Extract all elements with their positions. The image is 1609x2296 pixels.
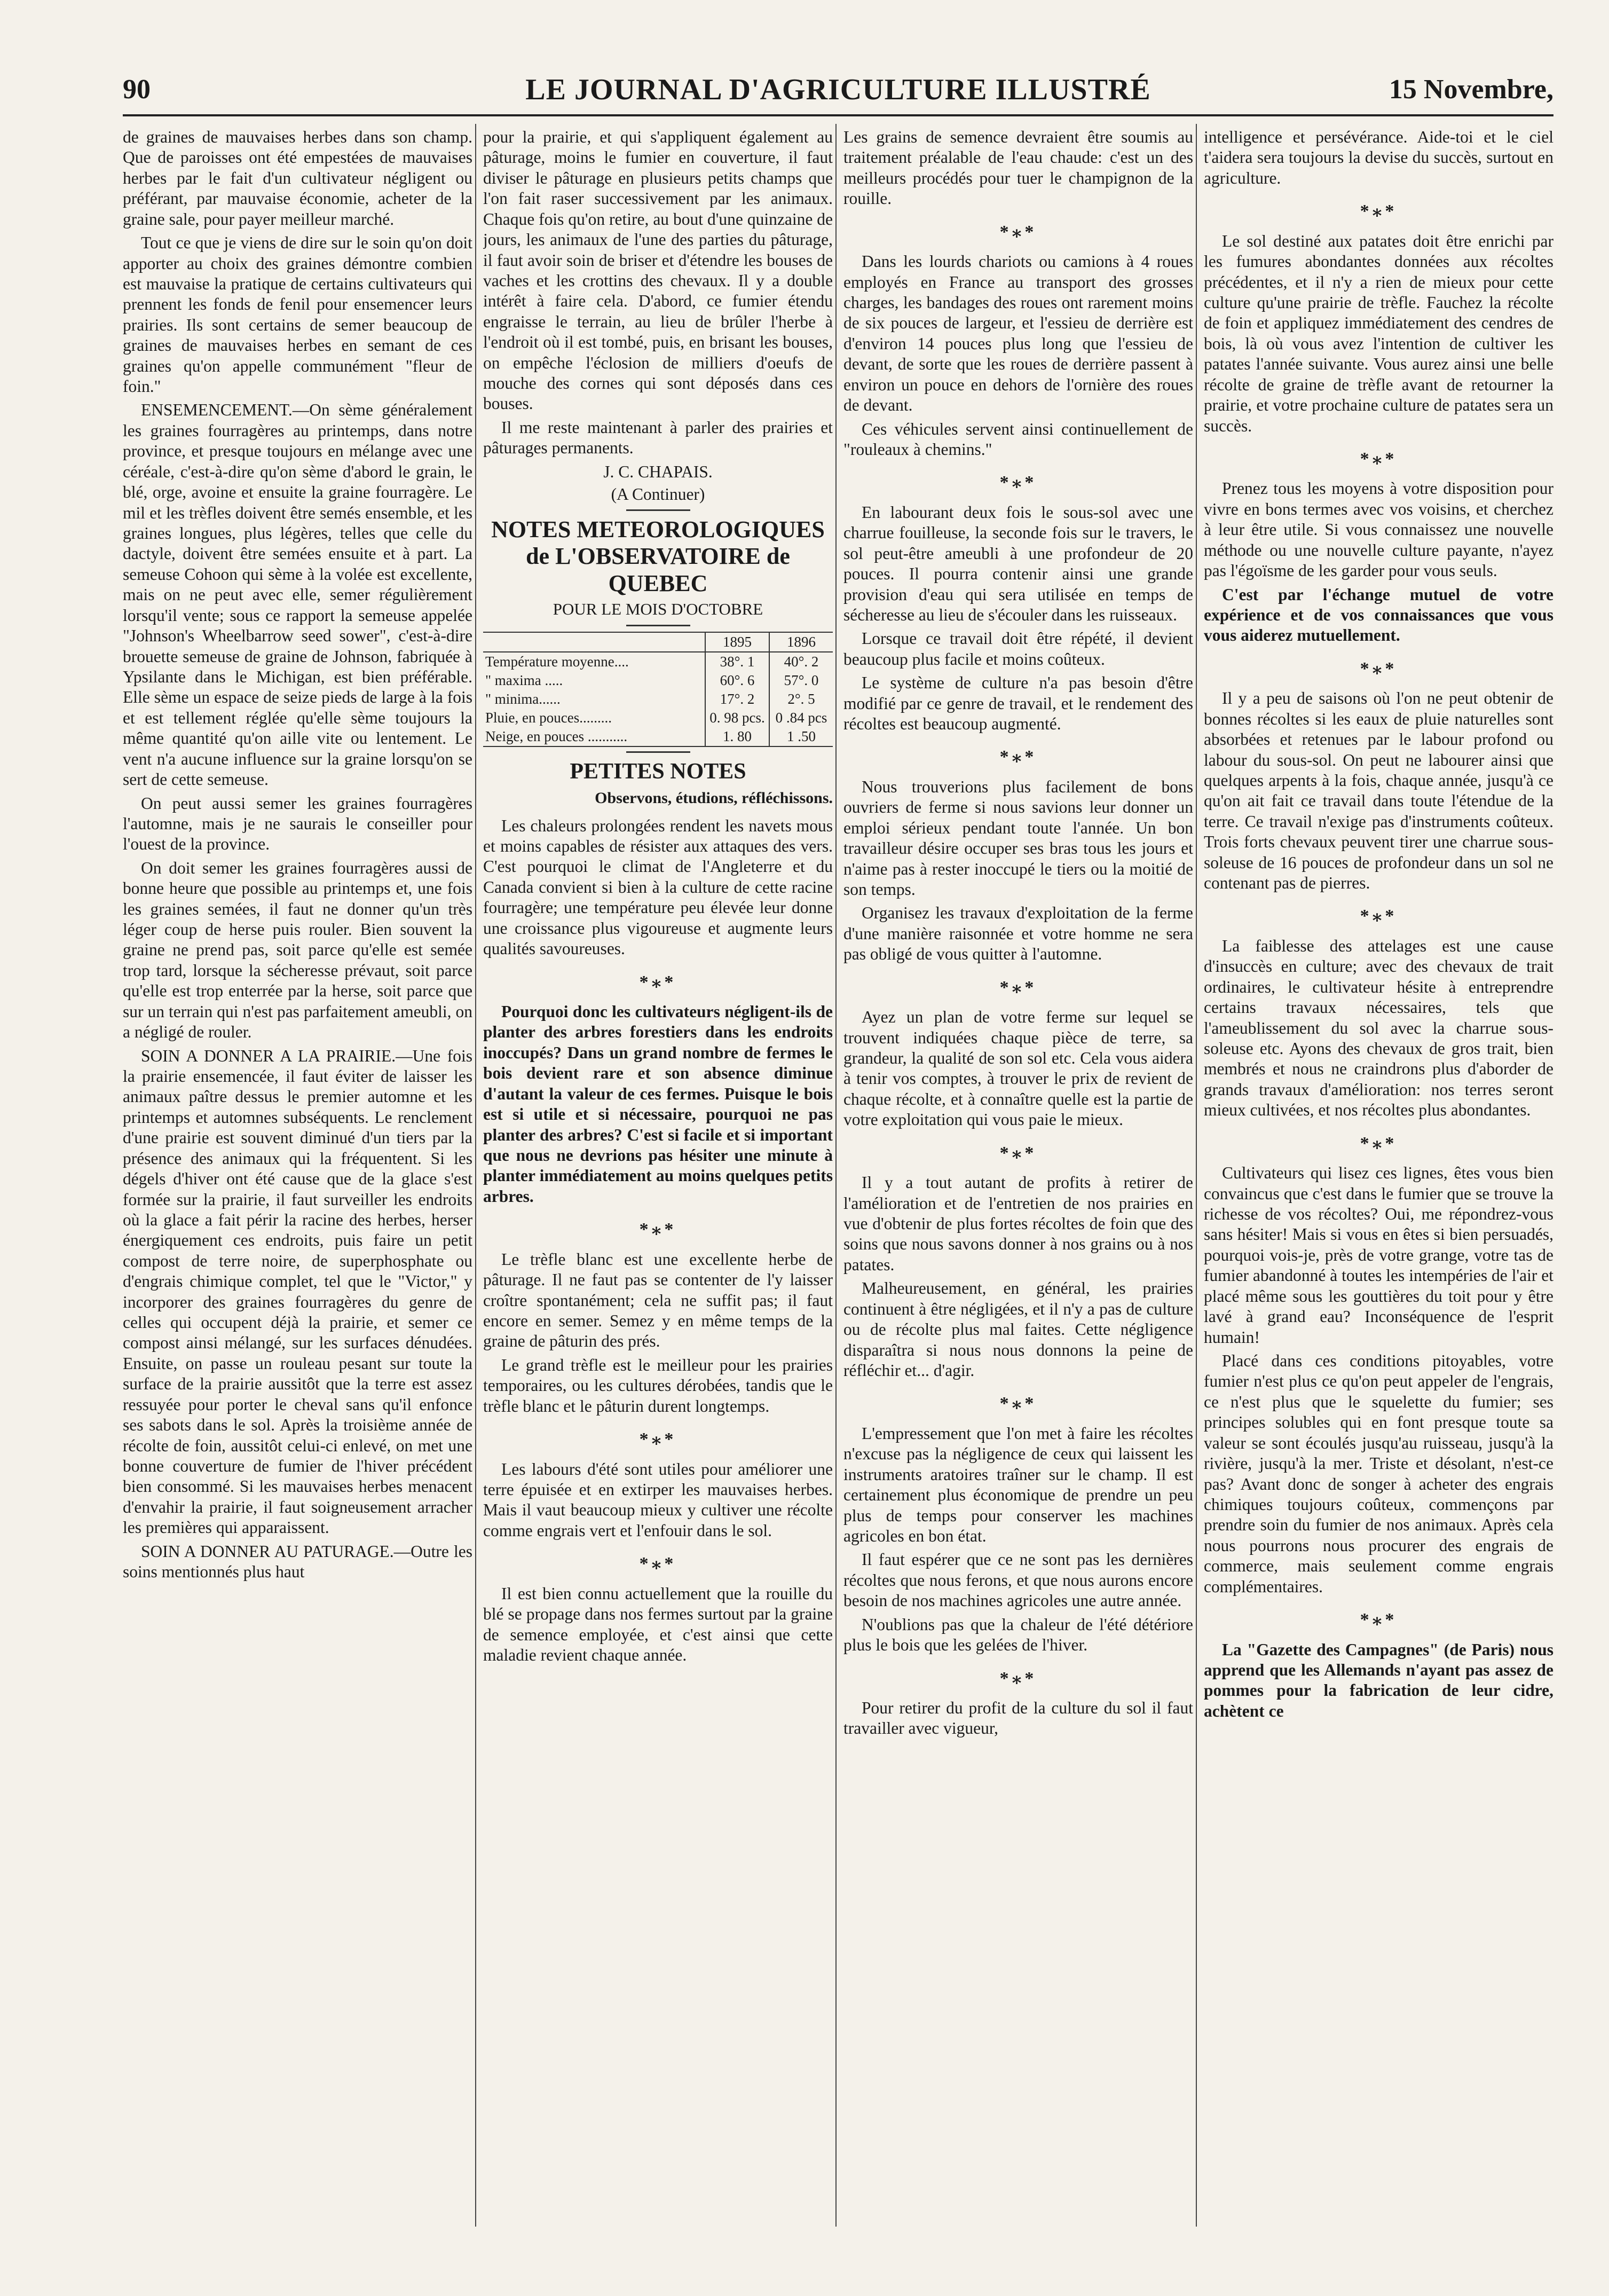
paragraph: Pourquoi donc les cultivateurs négligent-ils de planter des arbres forestiers dans les endroits inoccupés? Dans un grand nombre de fermes le bois devient rare et son absence diminue d'autant la valeur de ces fermes. Puisque le bois est si utile et si nécessaire, pourquoi ne pas planter des arbres? C'est si facile et si important que nous ne devrions pas hésiter une minute à planter immédiatement au moins quelques petits arbres.: [483, 1002, 833, 1206]
row-label: " maxima .....: [485, 672, 563, 689]
paragraph: La faiblesse des attelages est une cause d'insuccès en culture; avec des chevaux de trait ordinaires, le cultivateur hésite à entreprendre certains travaux nécessaires, tels que l'ameublissement du sol avec la charrue sous-soleuse etc. Ayons des chevaux de gros trait, bien membrés et nous ne craindrons plus d'aborder de grands travaux d'amélioration: nos terres seront mieux cultivées, et nos récoltes plus abondantes.: [1204, 936, 1553, 1120]
continuation-note: (A Continuer): [611, 485, 705, 504]
paragraph: Dans les lourds chariots ou camions à 4 roues employés en France au transport des grosses charges, les bandages des roues ont rarement moins de six pouces de largeur, et l'essieu de derrière est d'environ 14 pouces plus long que l'essieu de devant, de sorte que les roues de derrière passent à environ un pouce en dehors de l'ornière des roues de devant.: [843, 252, 1193, 415]
column-rule: [475, 124, 476, 2227]
table-row: [483, 727, 833, 746]
paragraph: Il y a tout autant de profits à retirer de l'amélioration et de l'entretien de nos prairies en vue d'obtenir de plus fortes récoltes de foin que des soins que nous savons donner à nos grains ou à nos patates.: [843, 1173, 1193, 1274]
paragraph: Ces véhicules servent ainsi continuellement de "rouleaux à chemins.": [843, 419, 1193, 459]
column-2: [483, 127, 833, 2226]
paragraph: Il me reste maintenant à parler des prairies et pâturages permanents.: [483, 418, 833, 458]
paragraph: Prenez tous les moyens à votre disposition pour vivre en bons termes avec vos voisins, et cherchez à leur être utile. Si vous connaissez une nouvelle méthode ou une nouvelle culture payante, n'ayez pas l'égoïsme de les garder pour vous seuls.: [1204, 479, 1553, 580]
paragraph: SOIN A DONNER A LA PRAIRIE.—Une fois la prairie ensemencée, il faut éviter de laisser les animaux paître dessus le premier automne et les printemps et automnes subséquents. Le renclement d'une prairie est souvent diminué d'un tiers par la présence des animaux qui la fréquentent. Si les dégels d'hiver ont été cause que de la glace s'est formée sur la prairie, il faut surveiller les endroits où la glace a fait périr la racine des herbes, herser énergiquement ces endroits, puis faire un petit compost de terre noire, de superphosphate ou d'engrais chimique complet, tel que le "Victor," y incorporer des graines fourragères du genre de celles qui occupent déjà la prairie, et semer ce compost ainsi mélangé, sur les surfaces dénudées. Ensuite, on passe un rouleau pesant sur toute la surface de la prairie aussitôt que la terre est assez ressuyée pour porter le cheval sans qu'il enfonce ses sabots dans le sol. Après la troisième année de récolte de foin, aussitôt celui-ci enlevé, on met une bonne couverture de fumier de l'hiver précédent bien consommé. Si les mauvaises herbes menacent d'envahir la prairie, il faut soigneusement arracher les premières qui apparaissent.: [123, 1046, 472, 1537]
meteo-table: [483, 632, 833, 747]
year-header: 1896: [769, 632, 833, 652]
page-header: [123, 68, 1553, 116]
paragraph: de graines de mauvaises herbes dans son champ. Que de paroisses ont été empestées de mauvaises herbes par le fait d'un cultivateur négligent ou préférant, par mauvaise économie, acheter de la graine sale, pour payer meilleur marché.: [123, 128, 472, 229]
paragraph: On doit semer les graines fourragères aussi de bonne heure que possible au printemps et, une fois les graines semées, il faut ne donner qu'un très léger coup de herse puis rouler. Bien souvent la graine ne prend pas, soit parce qu'elle est semée trop tard, lorsque la sécheresse prévaut, soit parce qu'elle est trop enterrée par la herse, soit parce que sur un terrain qui n'est pas parfaitement ameubli, on a négligé de rouler.: [123, 858, 472, 1042]
paragraph: Malheureusement, en général, les prairies continuent à être négligées, et il n'y a pas de culture ou de récolte plus mal faites. Cette négligence disparaîtra si nous nous donnons la peine de réfléchir et... d'agir.: [843, 1279, 1193, 1380]
asterism-ornament: *⁎*: [639, 1429, 677, 1450]
divider: [626, 625, 690, 626]
asterism-ornament: *⁎*: [999, 1394, 1037, 1414]
paragraph: N'oublions pas que la chaleur de l'été détériore plus le bois que les gelées de l'hiver.: [843, 1615, 1193, 1655]
row-label: Température moyenne....: [485, 654, 629, 670]
author-signature: J. C. CHAPAIS.: [603, 462, 713, 481]
table-header-row: [483, 632, 833, 652]
asterism-ornament: *⁎*: [1360, 1133, 1398, 1153]
table-row: [483, 671, 833, 690]
asterism-ornament: *⁎*: [999, 747, 1037, 767]
column-4: [1204, 127, 1553, 2226]
paragraph: Les chaleurs prolongées rendent les navets mous et moins capables de résister aux attaques des vers. C'est pourquoi le climat de l'Angleterre et du Canada convient si bien à la culture de cette racine fourragère; une température peu élevée leur donne une croissance plus vigoureuse et augmente leurs qualités savoureuses.: [483, 816, 833, 958]
year-header: 1895: [705, 632, 769, 652]
paragraph: C'est par l'échange mutuel de votre expérience et de vos connaissances que vous vous aiderez mutuellement.: [1204, 585, 1553, 645]
asterism-ornament: *⁎*: [1360, 658, 1398, 679]
paragraph: Il est bien connu actuellement que la rouille du blé se propage dans nos fermes surtout par la graine de semence employée, et c'est ainsi que cette maladie revient chaque année.: [483, 1584, 833, 1665]
paragraph: Lorsque ce travail doit être répété, il devient beaucoup plus facile et moins coûteux.: [843, 629, 1193, 669]
paragraph: Il y a peu de saisons où l'on ne peut obtenir de bonnes récoltes si les eaux de pluie naturelles sont absorbées et retenues par le labour profond ou labour du sous-sol. On peut ne labourer ainsi que quelques arpents à la fois, chaque année, jusqu'à ce qu'on ait fait ce travail dans toute l'étendue de la terre. Ce travail n'exige pas d'instruments coûteux. Trois forts chevaux peuvent tirer une charrue sous-soleuse de 16 pouces de profondeur dans un sol ne contenant pas de pierres.: [1204, 689, 1553, 893]
column-rule: [835, 124, 837, 2227]
table-row: [483, 652, 833, 671]
cell-value: 17°. 2: [705, 690, 769, 709]
paragraph: Il faut espérer que ce ne sont pas les dernières récoltes que nous ferons, et que nous aurons encore besoin de nos machines agricoles une autre année.: [843, 1550, 1193, 1610]
cell-value: 2°. 5: [769, 690, 833, 709]
paragraph: Placé dans ces conditions pitoyables, votre fumier n'est plus ce qu'on peut appeler de l'engrais, ce n'est plus que le squelette du fumier; ses principes solubles qui en font presque toute sa valeur se sont écoulés jusqu'au ruisseau, jusqu'à la rivière, jusqu'à la mer. Triste et désolant, n'est-ce pas? Avant donc de songer à acheter des engrais chimiques toujours coûteux, commençons par prendre soin du fumier de nos animaux. Après cela nous pourrons nous procurer des engrais de commerce, mais seulement comme engrais complémentaires.: [1204, 1351, 1553, 1596]
asterism-ornament: *⁎*: [1360, 449, 1398, 469]
paragraph: La "Gazette des Campagnes" (de Paris) nous apprend que les Allemands n'ayant pas assez de pommes pour la fabrication de leur cidre, achètent ce: [1204, 1640, 1553, 1720]
paragraph: intelligence et persévérance. Aide-toi et le ciel t'aidera sera toujours la devise du succès, surtout en agriculture.: [1204, 128, 1553, 187]
paragraph: Le système de culture n'a pas besoin d'être modifié par ce genre de travail, et le rendement des récoltes est beaucoup augmenté.: [843, 673, 1193, 734]
cell-value: 57°. 0: [769, 671, 833, 690]
petites-notes-title: PETITES NOTES: [570, 759, 746, 784]
page-number: 90: [123, 74, 151, 105]
paragraph: Les grains de semence devraient être soumis au traitement préalable de l'eau chaude: c'est un des meilleurs procédés pour tuer le champignon de la rouille.: [843, 128, 1193, 208]
paragraph: Ayez un plan de votre ferme sur lequel se trouvent indiquées chaque pièce de terre, sa grandeur, la qualité de son sol etc. Cela vous aidera à tenir vos comptes, à trouver le prix de revient de chaque récolte, et à connaître quelle est la partie de votre exploitation qui vous paie le mieux.: [843, 1008, 1193, 1129]
cell-value: 1. 80: [705, 727, 769, 746]
divider: [626, 751, 690, 753]
asterism-ornament: *⁎*: [999, 222, 1037, 242]
divider: [626, 509, 690, 511]
asterism-ornament: *⁎*: [1360, 906, 1398, 926]
paragraph: SOIN A DONNER AU PATURAGE.—Outre les soins mentionnés plus haut: [123, 1542, 472, 1582]
paragraph: Tout ce que je viens de dire sur le soin qu'on doit apporter au choix des graines démontre combien est mauvaise la pratique de certains cultivateurs qui prennent les fonds de fenil pour ensemencer leurs prairies. Ils sont certains de semer beaucoup de graines de mauvaises herbes en semant de ces graines qu'on appelle communément "fleur de foin.": [123, 233, 472, 396]
journal-title: LE JOURNAL D'AGRICULTURE ILLUSTRÉ: [525, 73, 1151, 106]
asterism-ornament: *⁎*: [999, 473, 1037, 493]
row-label: " minima......: [485, 691, 561, 707]
section-motto: Observons, étudions, réfléchissons.: [595, 789, 833, 807]
paragraph: En labourant deux fois le sous-sol avec une charrue fouilleuse, la seconde fois sur le travers, le sol peut-être ameubli à une profondeur de 20 pouces. Il pourra contenir ainsi une grande provision d'eau qui sera utilisée en temps de sécheresse au lieu de s'écouler dans les ruisseaux.: [843, 502, 1193, 624]
table-row: [483, 690, 833, 709]
asterism-ornament: *⁎*: [1360, 201, 1398, 222]
paragraph: Le trèfle blanc est une excellente herbe de pâturage. Il ne faut pas se contenter de l'y laisser croître spontanément; cela ne suffit pas; il faut encore en semer. Semez y en même temps de la graine de pâturin des prés.: [483, 1249, 833, 1351]
asterism-ornament: *⁎*: [999, 1668, 1037, 1688]
cell-value: 60°. 6: [705, 671, 769, 690]
paragraph: Pour retirer du profit de la culture du sol il faut travailler avec vigueur,: [843, 1699, 1193, 1738]
paragraph: pour la prairie, et qui s'appliquent également au pâturage, moins le fumier en couverture, il faut diviser le pâturage en plusieurs petits champs que l'on fait raser successivement par les animaux. Chaque fois qu'on retire, au bout d'une quinzaine de jours, les animaux de l'une des parties du pâturage, il faut avoir soin de briser et d'étendre les bouses de vaches et les crottins des chevaux. Il y a double intérêt à faire cela. D'abord, ce fumier étendu engraisse le terrain, au lieu de brûler l'herbe à l'endroit où il est tombé, puis, en brisant les bouses, on empêche l'éclosion de milliers d'oeufs de mouche des cornes qui sont déposés dans ces bouses.: [483, 128, 833, 413]
asterism-ornament: *⁎*: [639, 1220, 677, 1240]
meteo-section-subtitle: POUR LE MOIS D'OCTOBRE: [553, 600, 763, 619]
asterism-ornament: *⁎*: [639, 972, 677, 992]
asterism-ornament: *⁎*: [1360, 1610, 1398, 1630]
paragraph: L'empressement que l'on met à faire les récoltes n'excuse pas la négligence de ceux qui laissent les instruments aratoires traîner sur le champ. Il est certainement plus économique de prendre un peu plus de temps pour conserver les machines agricoles en bon état.: [843, 1424, 1193, 1546]
paragraph: Nous trouverions plus facilement de bons ouvriers de ferme si nous savions leur donner un emploi sérieux pendant toute l'année. Un bon travailleur désire occuper ses bras tous les jours et n'aime pas à rester inoccupé le tiers ou la moitié de son temps.: [843, 777, 1193, 899]
table-row: [483, 709, 833, 727]
column-1: [123, 127, 472, 2226]
issue-date: 15 Novembre,: [1389, 74, 1553, 105]
paragraph: Le grand trèfle est le meilleur pour les prairies temporaires, ou les cultures dérobées, tandis que le trèfle blanc et le pâturin durent longtemps.: [483, 1355, 833, 1416]
paragraph: Organisez les travaux d'exploitation de la ferme d'une manière raisonnée et votre homme ne sera pas obligé de vous quitter à l'automne.: [843, 903, 1193, 964]
column-rule: [1196, 124, 1197, 2227]
paragraph: ENSEMENCEMENT.—On sème généralement les graines fourragères au printemps, dans notre province, et presque toujours en mélange avec une céréale, c'est-à-dire qu'on sème d'abord le grain, le blé, orge, avoine et ensuite la graine fourragère. Le mil et les trèfles doivent être semés ensemble, et les graines longues, plus légères, telles que celle du dactyle, doivent être semées ensuite et à part. La semeuse Cohoon qui sème à la volée est excellente, mais on ne peut avec elle, semer régulièrement lorsqu'il vente; sous ce rapport la semeuse appelée "Johnson's Wheelbarrow seed sower", c'est-à-dire brouette semeuse de graine de Johnson, fabriquée à Ypsilante dans le Michigan, est bien préférable. Elle sème un espace de seize pieds de large à la fois et est tellement réglée qu'elle sème toujours la même quantité qu'on aille vite ou lentement. Le vent n'a aucune influence sur la graine lorsqu'on se sert de cette semeuse.: [123, 400, 472, 789]
paragraph: Cultivateurs qui lisez ces lignes, êtes vous bien convaincus que c'est dans le fumier que se trouve la richesse de vos récoltes? Oui, me répondrez-vous sans hésiter! Mais si vous en êtes si bien persuadés, pourquoi vois-je, près de votre grange, votre tas de fumier abandonné à toutes les intempéries de l'air et placé même sous les gouttières du toit pour y être lavé à grand eau? Inconséquence de l'esprit humain!: [1204, 1163, 1553, 1347]
cell-value: 40°. 2: [769, 652, 833, 671]
paragraph: Le sol destiné aux patates doit être enrichi par les fumures abondantes données aux récoltes précédentes, et il n'y a rien de mieux pour cette culture qu'une prairie de trèfle. Fauchez la récolte de foin et appliquez immédiatement des cendres de bois, là où vous avez l'intention de cultiver les patates l'année suivante. Vous aurez ainsi une belle récolte de graine de trèfle avant de retourner la prairie, et votre prochaine culture de patates sera un succès.: [1204, 231, 1553, 435]
cell-value: 0. 98 pcs.: [705, 709, 769, 727]
asterism-ornament: *⁎*: [999, 977, 1037, 997]
cell-value: 0 .84 pcs: [769, 709, 833, 727]
asterism-ornament: *⁎*: [999, 1143, 1037, 1163]
meteo-section-title: NOTES METEOROLOGIQUES de L'OBSERVATOIRE de QUEBEC: [491, 516, 825, 596]
paragraph: Les labours d'été sont utiles pour améliorer une terre épuisée et en extirper les mauvaises herbes. Mais il vaut beaucoup mieux y cultiver une récolte comme engrais vert et l'enfouir dans le sol.: [483, 1459, 833, 1540]
row-label: Pluie, en pouces.........: [485, 709, 612, 726]
paragraph: On peut aussi semer les graines fourragères l'automne, mais je ne saurais le conseiller pour l'ouest de la province.: [123, 793, 472, 854]
cell-value: 1 .50: [769, 727, 833, 746]
column-3: [843, 127, 1193, 2226]
row-label: Neige, en pouces ...........: [483, 727, 705, 746]
cell-value: 38°. 1: [705, 652, 769, 671]
asterism-ornament: *⁎*: [639, 1554, 677, 1574]
